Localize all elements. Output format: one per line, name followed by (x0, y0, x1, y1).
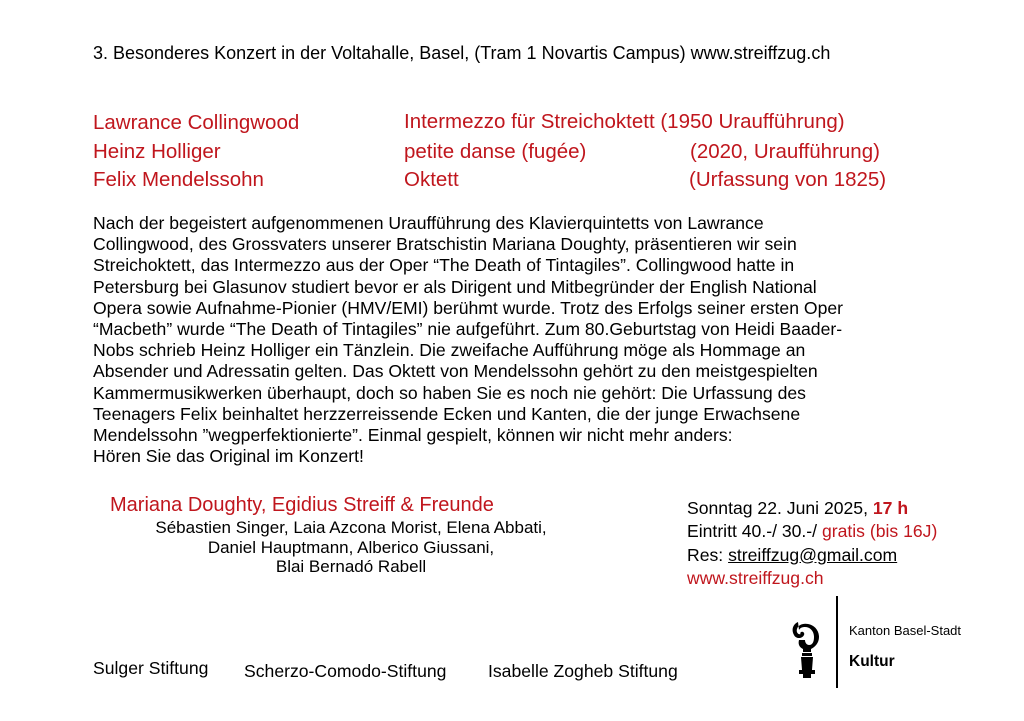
year-2: (2020, Uraufführung) (690, 140, 880, 163)
email-link[interactable]: streiffzug@gmail.com (728, 544, 898, 565)
description (93, 213, 993, 467)
event-entry-line (687, 520, 937, 543)
event-res-line (687, 544, 937, 567)
sponsor-2: Scherzo-Comodo-Stiftung (244, 661, 447, 681)
description-line: Streichoktett, das Intermezzo aus der Oper “The Death of Tintagiles”. Collingwood hatte in (93, 255, 795, 276)
event-date-line (687, 497, 937, 520)
event-date: Sonntag 22. Juni 2025, (687, 498, 868, 518)
year-3: (Urfassung von 1825) (689, 168, 887, 191)
sponsor-1: Sulger Stiftung (93, 658, 209, 678)
description-line: Nach der begeistert aufgenommenen Uraufführung des Klavierquintetts von Lawrance (93, 213, 764, 233)
description-line: Teenagers Felix beinhaltet herzzerreissende Ecken und Kanten, die der junge Erwachsene (93, 403, 801, 424)
work-2: petite danse (fugée) (404, 140, 587, 163)
composer-2: Heinz Holliger (93, 140, 221, 163)
kanton-logo (786, 596, 986, 688)
event-free: gratis (bis 16J) (821, 521, 938, 542)
performer-line: Blai Bernadó Rabell (275, 557, 427, 576)
composer-3: Felix Mendelssohn (93, 168, 264, 191)
kanton-dept: Kultur (849, 653, 895, 670)
kanton-name: Kanton Basel-Stadt (849, 623, 962, 638)
header-line: 3. Besonderes Konzert in der Voltahalle, Basel, (Tram 1 Novartis Campus) www.streiffzug.ch (93, 43, 831, 63)
basel-staff-icon (789, 618, 825, 682)
description-line: Absender und Adressatin gelten. Das Oktett von Mendelssohn gehört zu den meistgespielten (93, 361, 818, 382)
description-line: Hören Sie das Original im Konzert! (93, 446, 364, 467)
description-line: Petersburg bei Glasunov studiert bevor er als Dirigent und Mitbegründer der English National (93, 276, 817, 297)
event-info (687, 497, 937, 590)
event-time: 17 h (872, 498, 909, 518)
composer-1: Lawrance Collingwood (93, 111, 300, 134)
description-line: “Macbeth” wurde “The Death of Tintagiles” nie aufgeführt. Zum 80.Geburtstag von Heidi Baader- (93, 319, 843, 340)
event-entry: Eintritt 40.-/ 30.-/ (687, 521, 818, 542)
description-line: Mendelssohn ”wegperfektionierte”. Einmal gespielt, können wir nicht mehr anders: (93, 425, 733, 446)
performers-title: Mariana Doughty, Egidius Streiff & Freunde (110, 494, 494, 516)
description-line: Kammermusikwerken überhaupt, doch so haben Sie es noch nie gehört: Die Urfassung des (93, 382, 806, 403)
description-line: Collingwood, des Grossvaters unserer Bratschistin Mariana Doughty, präsentieren wir sein (93, 234, 797, 255)
work-3: Oktett (404, 168, 459, 191)
performers-list (96, 518, 606, 577)
work-1: Intermezzo für Streichoktett (1950 Uraufführung) (404, 110, 845, 133)
description-line: Nobs schrieb Heinz Holliger ein Tänzlein. Die zweifache Aufführung möge als Hommage an (93, 340, 806, 361)
website-link[interactable]: www.streiffzug.ch (687, 567, 824, 588)
description-line: Opera sowie Aufnahme-Pionier (HMV/EMI) berühmt wurde. Trotz des Erfolgs seiner ersten Oper (93, 297, 843, 318)
res-label: Res: (687, 544, 724, 565)
performer-line: Daniel Hauptmann, Alberico Giussani, (207, 537, 495, 557)
sponsor-3: Isabelle Zogheb Stiftung (488, 661, 678, 681)
logo-divider (836, 596, 838, 688)
performer-line: Sébastien Singer, Laia Azcona Morist, Elena Abbati, (155, 518, 547, 537)
